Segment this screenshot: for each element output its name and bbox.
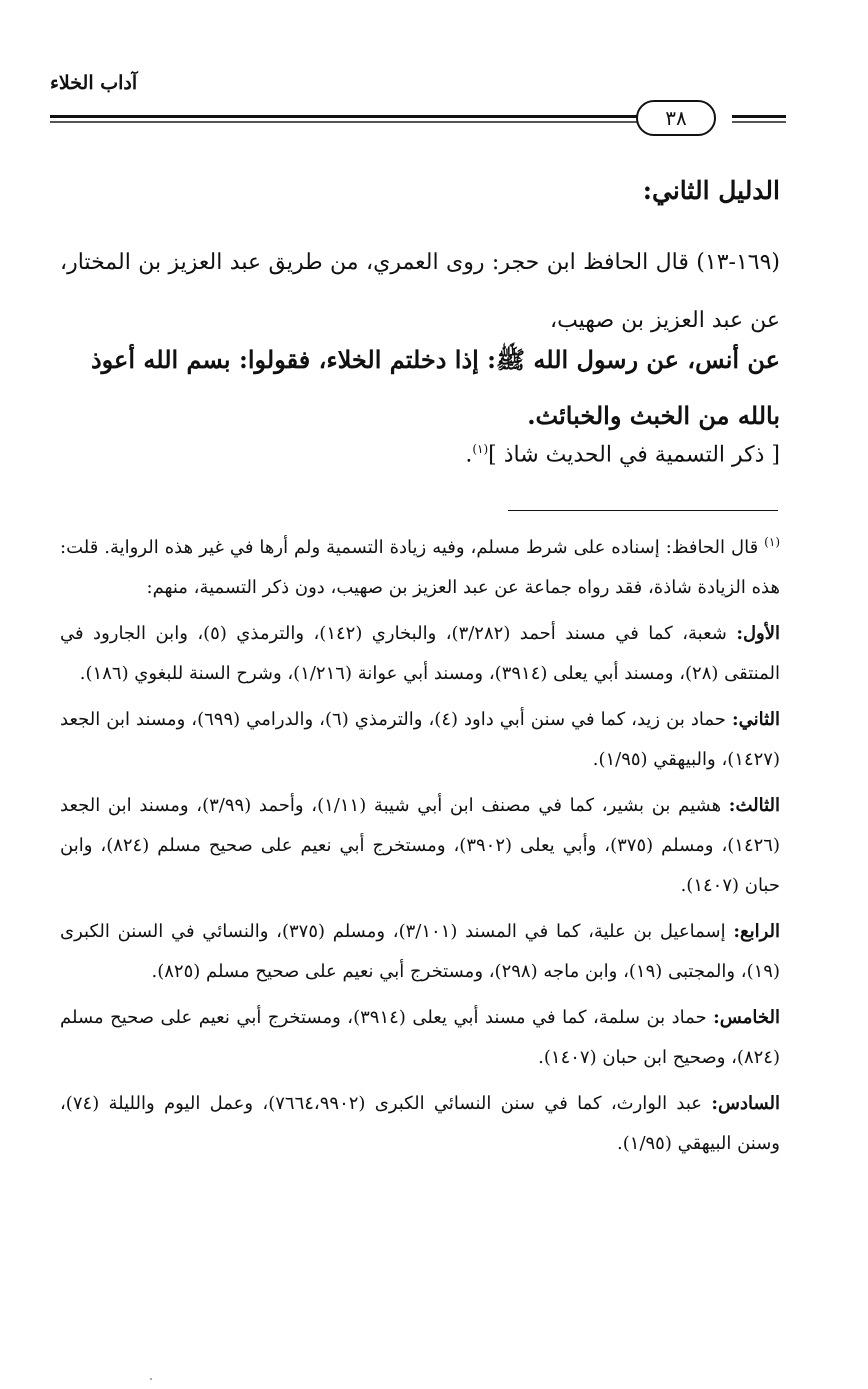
footnote-separator [508,510,778,511]
footnote-item [60,614,780,694]
header-rule-line [50,115,640,118]
footnotes-section [60,522,780,1170]
ruling-note: [ ذكر التسمية في الحديث شاذ ]$^{(١)}$. [465,442,780,468]
section-heading: الدليل الثاني: [642,176,780,205]
header-rule-line [732,115,786,118]
page-number-badge: ٣٨ [636,100,716,136]
isnad-paragraph: (١٦٩-١٣) قال الحافظ ابن حجر: روى العمري، من طريق عبد العزيز بن المختار، عن عبد العزيز بن صهيب، [60,250,780,333]
footnote-item-label: الرابع: [733,921,780,942]
footnote-item-label: السادس: [711,1093,780,1114]
ruling-note-text: [ ذكر التسمية في الحديث شاذ ] [488,442,780,468]
footnote-item-text: هشيم بن بشير، كما في مصنف ابن أبي شيبة (١/١١)، وأحمد (٣/٩٩)، ومسند ابن الجعد (١٤٢٦)، ومسلم (٣٧٥)، وأبي يعلى (٣٩٠٢)، ومستخرج أبي نعيم على صحيح مسلم (٨٢٤)، وابن حبان (١٤٠٧). [60,795,780,896]
scan-speck [150,1378,152,1380]
footnote-item-text: حماد بن سلمة، كما في مسند أبي يعلى (٣٩١٤)، ومستخرج أبي نعيم على صحيح مسلم (٨٢٤)، وصحيح ابن حبان (١٤٠٧). [60,1007,780,1068]
footnote-item-label: الخامس: [713,1007,780,1028]
footnote-item [60,786,780,906]
running-header-title: آداب الخلاء [50,72,138,94]
footnote-item-label: الثالث: [728,795,781,816]
footnote-item [60,912,780,992]
footnote-item-text: شعبة، كما في مسند أحمد (٣/٢٨٢)، والبخاري (١٤٢)، والترمذي (٥)، وابن الجارود في المنتقى (٢٨)، ومسند أبي يعلى (٣٩١٤)، ومسند أبي عوانة (١/٢١٦)، وشرح السنة للبغوي (١٨٦). [60,623,780,684]
hadith-text: عن أنس، عن رسول الله ﷺ: إذا دخلتم الخلاء، فقولوا: بسم الله أعوذ بالله من الخبث والخبائث. [90,345,780,430]
footnote-reference: (١) [472,442,489,456]
header-rule-line [732,121,786,123]
footnote-item-text: عبد الوارث، كما في سنن النسائي الكبرى (٧٦٦٤،٩٩٠٢)، وعمل اليوم والليلة (٧٤)، وسنن البيهقي (١/٩٥). [60,1093,780,1154]
footnote-item [60,998,780,1078]
footnote-item-label: الأول: [736,623,780,644]
footnote-intro [60,522,780,608]
footnote-intro-text: قال الحافظ: إسناده على شرط مسلم، وفيه زيادة التسمية ولم أرها في غير هذه الرواية. قلت: هذه الزيادة شاذة، فقد رواه جماعة عن عبد العزيز بن صهيب، دون ذكر التسمية، منهم: [60,537,780,598]
footnote-item [60,700,780,780]
footnote-item [60,1084,780,1164]
footnote-item-text: حماد بن زيد، كما في سنن أبي داود (٤)، والترمذي (٦)، والدرامي (٦٩٩)، ومسند ابن الجعد (١٤٢٧)، والبيهقي (١/٩٥). [60,709,780,770]
footnote-marker: (١) [764,535,780,549]
footnote-item-text: إسماعيل بن علية، كما في المسند (٣/١٠١)، ومسلم (٣٧٥)، والنسائي في السنن الكبرى (١٩)، والمجتبى (١٩)، وابن ماجه (٢٩٨)، ومستخرج أبي نعيم على صحيح مسلم (٨٢٥). [60,921,780,982]
footnote-item-label: الثاني: [731,709,780,730]
header-rule-line [50,121,640,123]
